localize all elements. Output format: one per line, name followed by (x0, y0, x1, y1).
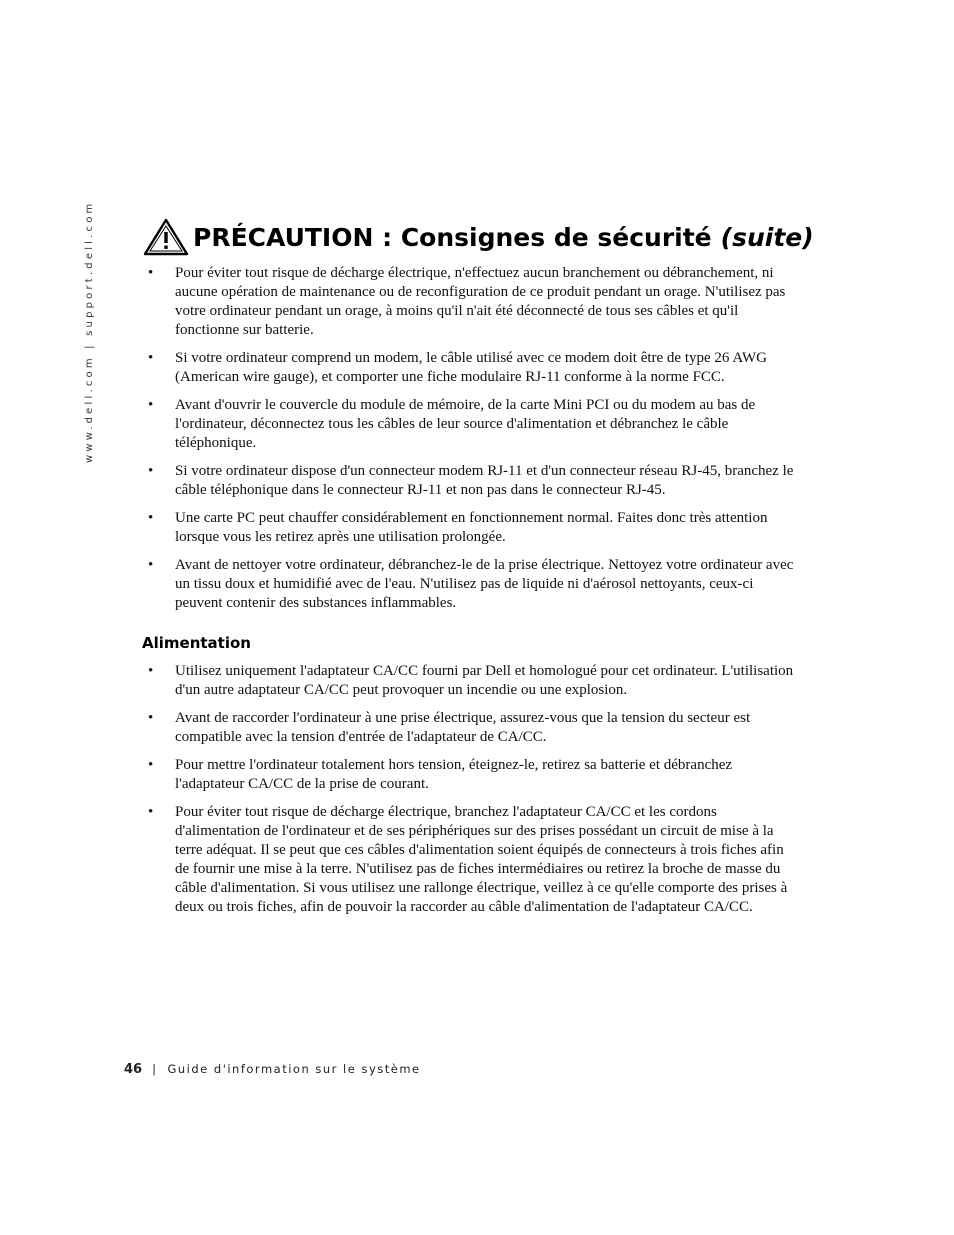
list-item-text: Si votre ordinateur comprend un modem, le câble utilisé avec ce modem doit être de type 26 AWG (American wire gauge), et comporter une fiche modulaire RJ-11 conforme à la norme FCC. (175, 350, 767, 385)
list-item (148, 396, 798, 453)
power-list (148, 662, 798, 917)
warning-triangle-icon (143, 218, 189, 256)
list-item (148, 349, 798, 387)
page-footer (124, 1062, 421, 1077)
list-item (148, 803, 798, 917)
bullet-icon: • (148, 663, 154, 679)
side-url: www.dell.com | support.dell.com (84, 200, 95, 463)
page-heading (143, 218, 814, 256)
list-item-text: Une carte PC peut chauffer considérablement en fonctionnement normal. Faites donc très attention lorsque vous les retirez après une utilisation prolongée. (175, 510, 768, 545)
bullet-icon: • (148, 557, 154, 573)
list-item-text: Pour éviter tout risque de décharge électrique, branchez l'adaptateur CA/CC et les cordons d'alimentation de l'ordinateur et de ses périphériques sur des prises possédant un circuit de mise à la terre adéquat. Il se peut que ces câbles d'alimentation soient équipés de connecteurs à trois fiches afin de fournir une mise à la terre. N'utilisez pas de fiches intermédiaires ou retirez la broche de masse du câble d'alimentation. Si vous utilisez une rallonge électrique, veillez à ce qu'elle comporte des prises à deux ou trois fiches, afin de pouvoir la raccorder au câble d'alimentation de l'adaptateur CA/CC. (175, 804, 788, 915)
footer-title: Guide d'information sur le système (167, 1062, 421, 1076)
list-item (148, 264, 798, 340)
bullet-icon: • (148, 710, 154, 726)
list-item (148, 462, 798, 500)
list-item (148, 556, 798, 613)
section-title: Alimentation (142, 634, 251, 652)
list-item (148, 662, 798, 700)
footer-separator: | (152, 1062, 158, 1076)
list-item-text: Pour mettre l'ordinateur totalement hors tension, éteignez-le, retirez sa batterie et débranchez l'adaptateur CA/CC de la prise de courant. (175, 757, 733, 792)
bullet-icon: • (148, 757, 154, 773)
bullet-icon: • (148, 804, 154, 820)
list-item-text: Avant d'ouvrir le couvercle du module de mémoire, de la carte Mini PCI ou du modem au bas de l'ordinateur, déconnectez tous les câbles de leur source d'alimentation et débranchez le câble téléphonique. (175, 397, 756, 451)
list-item-text: Utilisez uniquement l'adaptateur CA/CC fourni par Dell et homologué pour cet ordinateur. L'utilisation d'un autre adaptateur CA/CC peut provoquer un incendie ou une explosion. (175, 663, 794, 698)
safety-list (148, 264, 798, 613)
heading-suffix: (suite) (720, 222, 814, 252)
bullet-icon: • (148, 397, 154, 413)
list-item-text: Avant de raccorder l'ordinateur à une prise électrique, assurez-vous que la tension du secteur est compatible avec la tension d'entrée de l'adaptateur de CA/CC. (175, 710, 751, 745)
bullet-icon: • (148, 463, 154, 479)
list-item (148, 709, 798, 747)
list-item-text: Avant de nettoyer votre ordinateur, débranchez-le de la prise électrique. Nettoyez votre ordinateur avec un tissu doux et humidifié avec de l'eau. N'utilisez pas de liquide ni d'aérosol nettoyants, ceux-ci peuvent contenir des substances inflammables. (175, 557, 794, 611)
page-number: 46 (124, 1062, 143, 1077)
list-item (148, 756, 798, 794)
main-content (142, 264, 798, 926)
bullet-icon: • (148, 350, 154, 366)
bullet-icon: • (148, 510, 154, 526)
bullet-icon: • (148, 265, 154, 281)
list-item (148, 509, 798, 547)
list-item-text: Si votre ordinateur dispose d'un connecteur modem RJ-11 et d'un connecteur réseau RJ-45, branchez le câble téléphonique dans le connecteur RJ-11 et non pas dans le connecteur RJ-45. (175, 463, 794, 498)
list-item-text: Pour éviter tout risque de décharge électrique, n'effectuez aucun branchement ou débranchement, ni aucune opération de maintenance ou de reconfiguration de ce produit pendant un orage. N'utilisez pas votre ordinateur pendant un orage, à moins qu'il n'ait été déconnecté de tous ses câbles et qu'il fonctionne sur batterie. (175, 265, 786, 338)
heading-main: PRÉCAUTION : Consignes de sécurité (193, 222, 712, 252)
